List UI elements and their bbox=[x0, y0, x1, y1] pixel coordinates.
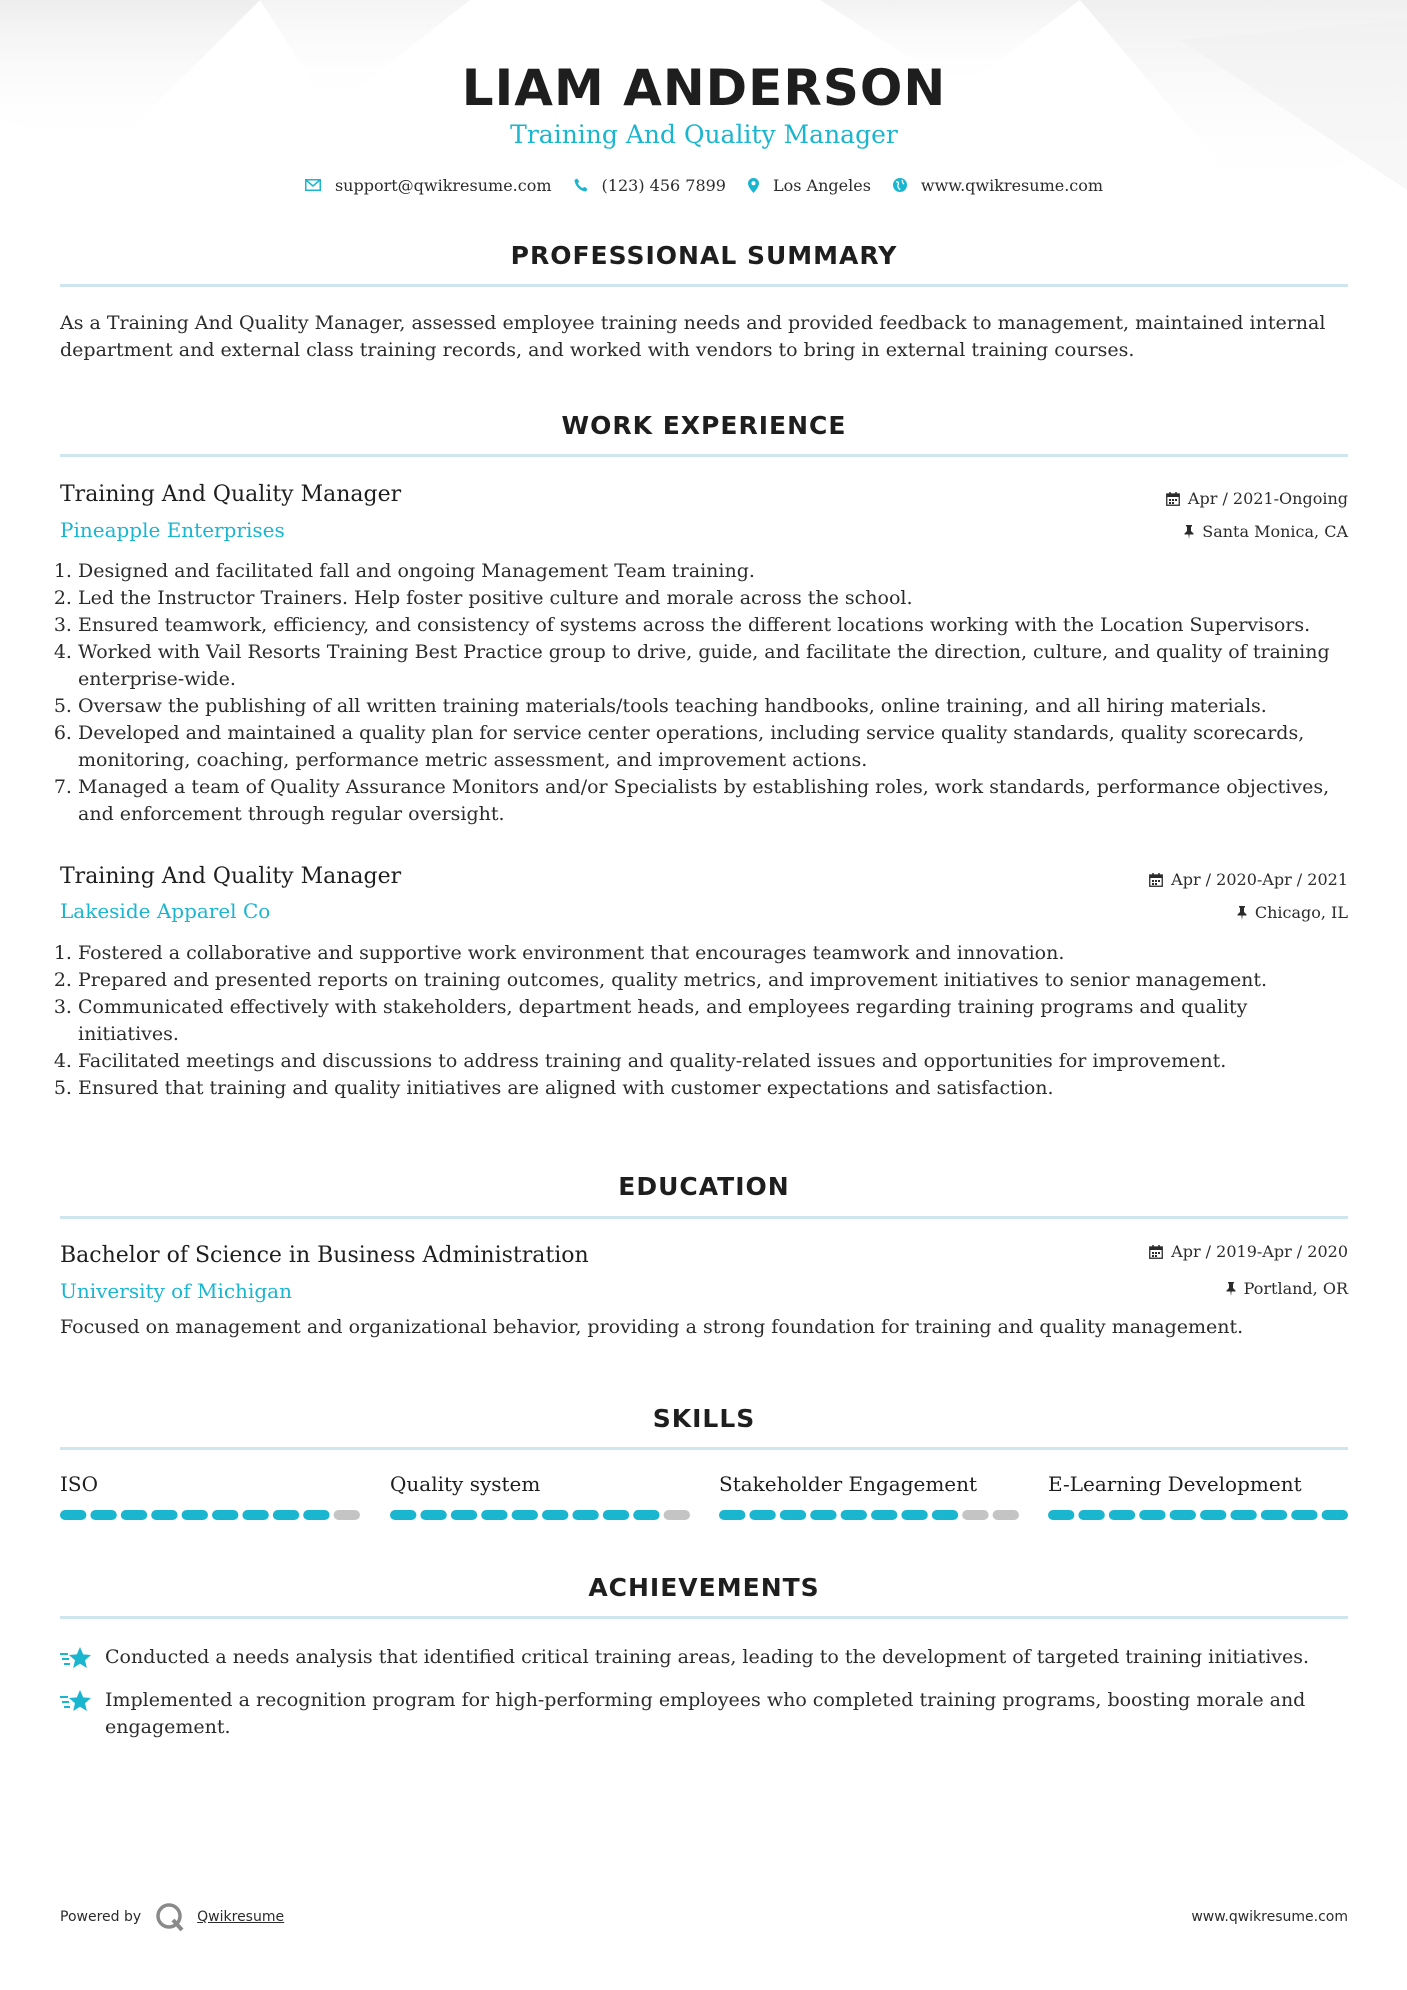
job-1-dates bbox=[1166, 488, 1348, 510]
duty-item: 4. Worked with Vail Resorts Training Best Practice group to drive, guide, and facilitate the direction, culture, and quality of training enterprise-wide. bbox=[78, 639, 1348, 693]
skill-name: E-Learning Development bbox=[1048, 1472, 1302, 1496]
skill-segment-filled bbox=[242, 1510, 268, 1520]
star-icon bbox=[60, 1689, 92, 1715]
calendar-icon bbox=[1149, 873, 1163, 887]
achievement-text: Conducted a needs analysis that identified critical training areas, leading to the development of targeted training initiatives. bbox=[105, 1646, 1310, 1668]
skill-segment-filled bbox=[182, 1510, 208, 1520]
skill-rating-bar bbox=[390, 1510, 690, 1520]
education-school: University of Michigan bbox=[60, 1279, 292, 1303]
duty-item: 1. Fostered a collaborative and supportive work environment that encourages teamwork and innovation. bbox=[78, 940, 1348, 967]
duty-item: 7. Managed a team of Quality Assurance Monitors and/or Specialists by establishing roles, work standards, performance objectives, and enforcement through regular oversight. bbox=[78, 774, 1348, 828]
contact-location bbox=[748, 176, 871, 195]
skill-segment-filled bbox=[841, 1510, 867, 1520]
footer-powered-by bbox=[60, 1900, 284, 1934]
education-heading: EDUCATION bbox=[618, 1172, 790, 1201]
duty-item: 5. Ensured that training and quality initiatives are aligned with customer expectations and satisfaction. bbox=[78, 1075, 1348, 1102]
skill-segment-filled bbox=[273, 1510, 299, 1520]
skill-segment-filled bbox=[303, 1510, 329, 1520]
skill-segment-filled bbox=[749, 1510, 775, 1520]
job-2-location-text: Chicago, IL bbox=[1254, 903, 1348, 922]
duty-item: 5. Oversaw the publishing of all written training materials/tools teaching handbooks, online training, and all hiring materials. bbox=[78, 693, 1348, 720]
skill-segment-filled bbox=[603, 1510, 629, 1520]
job-2-dates-text: Apr / 2020-Apr / 2021 bbox=[1171, 870, 1348, 889]
job-1-dates-text: Apr / 2021-Ongoing bbox=[1187, 489, 1348, 508]
job-1-location-text: Santa Monica, CA bbox=[1202, 522, 1348, 541]
job-1-location bbox=[1184, 521, 1348, 543]
experience-heading: WORK EXPERIENCE bbox=[561, 411, 847, 440]
education-degree: Bachelor of Science in Business Administration bbox=[60, 1243, 589, 1268]
footer-website-link[interactable]: www.qwikresume.com bbox=[1191, 1909, 1348, 1925]
job-1-duties bbox=[60, 558, 1348, 828]
skill-segment-filled bbox=[780, 1510, 806, 1520]
achievement-item bbox=[60, 1687, 1348, 1741]
skill-item bbox=[390, 1470, 690, 1498]
job-2-dates bbox=[1149, 869, 1348, 891]
job-2-company: Lakeside Apparel Co bbox=[60, 899, 271, 923]
skill-segment-filled bbox=[121, 1510, 147, 1520]
skill-segment-filled bbox=[1230, 1510, 1256, 1520]
education-dates-text: Apr / 2019-Apr / 2020 bbox=[1171, 1242, 1348, 1261]
skill-segment-filled bbox=[90, 1510, 116, 1520]
achievement-text: Implemented a recognition program for high-performing employees who completed training programs, boosting morale and engagement. bbox=[105, 1689, 1306, 1738]
skill-segment-filled bbox=[572, 1510, 598, 1520]
candidate-name: LIAM ANDERSON bbox=[461, 59, 947, 117]
duty-item: 2. Led the Instructor Trainers. Help foster positive culture and morale across the school. bbox=[78, 585, 1348, 612]
skill-name: Quality system bbox=[390, 1472, 541, 1496]
contact-website-text: www.qwikresume.com bbox=[920, 175, 1104, 195]
job-1-company: Pineapple Enterprises bbox=[60, 518, 285, 542]
skill-segment-filled bbox=[151, 1510, 177, 1520]
duty-item: 1. Designed and facilitated fall and ongoing Management Team training. bbox=[78, 558, 1348, 585]
contact-phone[interactable] bbox=[574, 176, 726, 195]
pushpin-icon bbox=[1237, 906, 1247, 920]
skill-segment-filled bbox=[1078, 1510, 1104, 1520]
skill-rating-bar bbox=[719, 1510, 1019, 1520]
skill-item bbox=[60, 1470, 360, 1498]
skill-segment-filled bbox=[633, 1510, 659, 1520]
experience-divider bbox=[60, 454, 1348, 457]
contact-email[interactable] bbox=[305, 176, 552, 195]
skills-list bbox=[60, 1470, 1348, 1520]
skill-segment-empty bbox=[993, 1510, 1019, 1520]
skill-segment-filled bbox=[390, 1510, 416, 1520]
star-icon bbox=[60, 1646, 92, 1672]
job-2-location bbox=[1237, 902, 1348, 924]
contact-phone-text: (123) 456 7899 bbox=[601, 175, 726, 195]
skill-segment-filled bbox=[1322, 1510, 1348, 1520]
skill-segment-empty bbox=[334, 1510, 360, 1520]
contact-website[interactable] bbox=[893, 176, 1103, 195]
skill-name: ISO bbox=[60, 1472, 98, 1496]
achievements-divider bbox=[60, 1616, 1348, 1619]
job-2-title: Training And Quality Manager bbox=[60, 864, 402, 889]
skill-segment-filled bbox=[1200, 1510, 1226, 1520]
skill-segment-empty bbox=[962, 1510, 988, 1520]
pushpin-icon bbox=[1184, 525, 1194, 539]
qwikresume-logo-icon bbox=[155, 1902, 185, 1932]
skill-segment-filled bbox=[1261, 1510, 1287, 1520]
achievements-heading: ACHIEVEMENTS bbox=[588, 1573, 820, 1602]
skill-segment-empty bbox=[664, 1510, 690, 1520]
duty-item: 2. Prepared and presented reports on training outcomes, quality metrics, and improvement initiatives to senior management. bbox=[78, 967, 1348, 994]
skills-heading: SKILLS bbox=[652, 1404, 756, 1433]
education-location bbox=[1226, 1278, 1348, 1300]
skill-segment-filled bbox=[512, 1510, 538, 1520]
duty-item: 6. Developed and maintained a quality plan for service center operations, including service quality standards, quality scorecards, monitoring, coaching, performance metric assessment, and improvement actions. bbox=[78, 720, 1348, 774]
education-dates bbox=[1149, 1241, 1348, 1263]
skill-segment-filled bbox=[212, 1510, 238, 1520]
skill-segment-filled bbox=[1139, 1510, 1165, 1520]
duty-item: 3. Communicated effectively with stakeholders, department heads, and employees regarding training programs and quality initiatives. bbox=[78, 994, 1348, 1048]
education-description: Focused on management and organizational behavior, providing a strong foundation for training and quality management. bbox=[60, 1316, 1244, 1338]
skills-divider bbox=[60, 1447, 1348, 1450]
skill-segment-filled bbox=[60, 1510, 86, 1520]
education-divider bbox=[60, 1216, 1348, 1219]
candidate-title: Training And Quality Manager bbox=[510, 120, 898, 149]
envelope-icon bbox=[305, 179, 321, 191]
skill-item bbox=[719, 1470, 1019, 1498]
calendar-icon bbox=[1149, 1245, 1163, 1259]
skill-segment-filled bbox=[901, 1510, 927, 1520]
skill-segment-filled bbox=[1170, 1510, 1196, 1520]
skill-name: Stakeholder Engagement bbox=[719, 1472, 978, 1496]
skill-segment-filled bbox=[481, 1510, 507, 1520]
skill-segment-filled bbox=[719, 1510, 745, 1520]
skill-rating-bar bbox=[60, 1510, 360, 1520]
job-1-title: Training And Quality Manager bbox=[60, 482, 402, 507]
skill-segment-filled bbox=[1291, 1510, 1317, 1520]
skill-segment-filled bbox=[1048, 1510, 1074, 1520]
globe-icon bbox=[893, 178, 907, 192]
skill-segment-filled bbox=[1109, 1510, 1135, 1520]
skill-segment-filled bbox=[451, 1510, 477, 1520]
skill-segment-filled bbox=[871, 1510, 897, 1520]
summary-heading: PROFESSIONAL SUMMARY bbox=[510, 241, 898, 270]
duty-item: 3. Ensured teamwork, efficiency, and consistency of systems across the different locations working with the Location Supervisors. bbox=[78, 612, 1348, 639]
qwikresume-brand-link[interactable]: Qwikresume bbox=[197, 1909, 285, 1925]
calendar-icon bbox=[1166, 492, 1180, 506]
skill-item bbox=[1048, 1470, 1348, 1498]
education-location-text: Portland, OR bbox=[1243, 1279, 1348, 1298]
pushpin-icon bbox=[1226, 1282, 1236, 1296]
skill-segment-filled bbox=[932, 1510, 958, 1520]
job-2-duties bbox=[60, 940, 1348, 1102]
map-marker-icon bbox=[748, 178, 759, 193]
skill-segment-filled bbox=[420, 1510, 446, 1520]
phone-icon bbox=[574, 178, 588, 192]
skill-segment-filled bbox=[810, 1510, 836, 1520]
powered-by-label: Powered by bbox=[60, 1909, 142, 1925]
contact-email-text: support@qwikresume.com bbox=[334, 175, 552, 195]
summary-divider bbox=[60, 284, 1348, 287]
contact-location-text: Los Angeles bbox=[772, 175, 871, 195]
contact-bar bbox=[60, 172, 1348, 198]
achievement-item bbox=[60, 1644, 1348, 1671]
duty-item: 4. Facilitated meetings and discussions to address training and quality-related issues and opportunities for improvement. bbox=[78, 1048, 1348, 1075]
skill-rating-bar bbox=[1048, 1510, 1348, 1520]
summary-text: As a Training And Quality Manager, assessed employee training needs and provided feedback to management, maintained internal department and external class training records, and worked with vendors to bring in external training courses. bbox=[60, 312, 1326, 361]
skill-segment-filled bbox=[542, 1510, 568, 1520]
